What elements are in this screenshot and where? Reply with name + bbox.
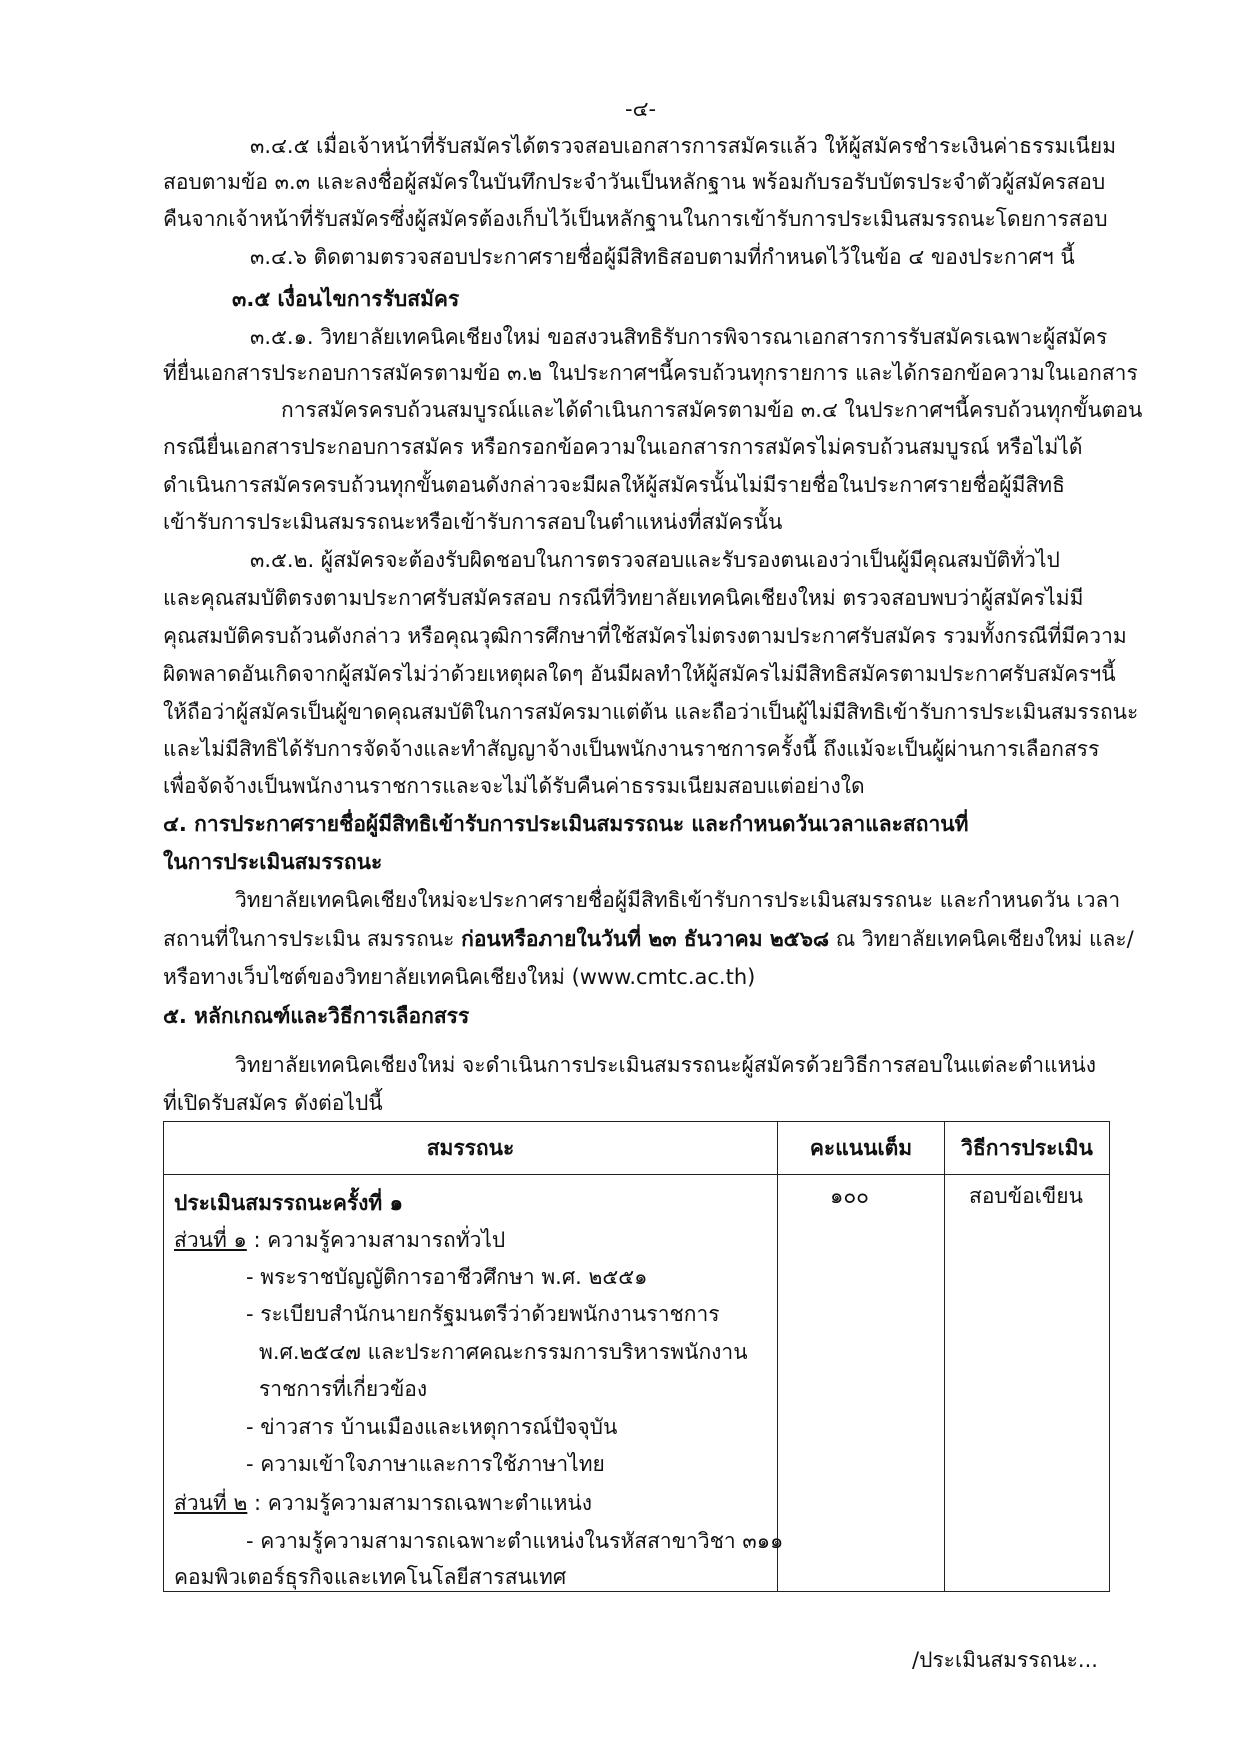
text-line: ที่เปิดรับสมัคร ดังต่อไปนี้ bbox=[163, 1091, 383, 1115]
text-line: ๓.๔.๖ ติดตามตรวจสอบประกาศรายชื่อผู้มีสิทธิสอบตามที่กำหนดไว้ในข้อ ๔ ของประกาศฯ นี้ bbox=[250, 245, 1075, 269]
text-line: ผิดพลาดอันเกิดจากผู้สมัครไม่ว่าด้วยเหตุผลใดๆ อันมีผลทำให้ผู้สมัครไม่มีสิทธิสมัครตามประกาศรับสมัครฯนี้ bbox=[163, 662, 1116, 686]
competency-table bbox=[163, 1121, 1110, 1592]
text-line: ๓.๔.๕ เมื่อเจ้าหน้าที่รับสมัครได้ตรวจสอบเอกสารการสมัครแล้ว ให้ผู้สมัครชำระเงินค่าธรรมเนียม bbox=[250, 134, 1117, 158]
topic-item: - ความเข้าใจภาษาและการใช้ภาษาไทย bbox=[246, 1452, 605, 1476]
text-line: เข้ารับการประเมินสมรรถนะหรือเข้ารับการสอบในตำแหน่งที่สมัครนั้น bbox=[163, 510, 783, 534]
text-line: วิทยาลัยเทคนิคเชียงใหม่ จะดำเนินการประเมินสมรรถนะผู้สมัครด้วยวิธีการสอบในแต่ละตำแหน่ง bbox=[235, 1053, 1097, 1077]
text-line: และคุณสมบัติตรงตามประกาศรับสมัครสอบ กรณีที่วิทยาลัยเทคนิคเชียงใหม่ ตรวจสอบพบว่าผู้สมัครไม่มี bbox=[163, 586, 1084, 610]
assessment-method: สอบข้อเขียน bbox=[969, 1184, 1083, 1208]
topic-item: พ.ศ.๒๕๔๗ และประกาศคณะกรรมการบริหารพนักงาน bbox=[259, 1340, 748, 1364]
topic-item: - พระราชบัญญัติการอาชีวศึกษา พ.ศ. ๒๕๕๑ bbox=[246, 1265, 648, 1289]
header-full-score: คะแนนเต็ม bbox=[778, 1122, 945, 1175]
part-2 bbox=[174, 1487, 592, 1519]
header-method: วิธีการประเมิน bbox=[945, 1122, 1110, 1175]
text-segment: ณ วิทยาลัยเทคนิคเชียงใหม่ และ/ bbox=[829, 927, 1134, 951]
text-line: การสมัครครบถ้วนสมบูรณ์และได้ดำเนินการสมัครตามข้อ ๓.๔ ในประกาศฯนี้ครบถ้วนทุกขั้นตอน bbox=[281, 398, 1143, 422]
topic-item: - ข่าวสาร บ้านเมืองและเหตุการณ์ปัจจุบัน bbox=[246, 1415, 618, 1439]
text-line: ที่ยื่นเอกสารประกอบการสมัครตามข้อ ๓.๒ ในประกาศฯนี้ครบถ้วนทุกรายการ และได้กรอกข้อความในเอกสาร bbox=[163, 361, 1138, 385]
full-score: ๑๐๐ bbox=[830, 1184, 869, 1208]
text-line: ดำเนินการสมัครครบถ้วนทุกขั้นตอนดังกล่าวจะมีผลให้ผู้สมัครนั้นไม่มีรายชื่อในประกาศรายชื่อผู้มีสิทธิ bbox=[163, 473, 1065, 497]
continuation-footer: /ประเมินสมรรถนะ... bbox=[912, 1648, 1098, 1672]
text-line: สอบตามข้อ ๓.๓ และลงชื่อผู้สมัครในบันทึกประจำวันเป็นหลักฐาน พร้อมกับรอรับบัตรประจำตัวผู้สมัครสอบ bbox=[163, 170, 1106, 194]
topic-item: คอมพิวเตอร์ธุรกิจและเทคโนโลยีสารสนเทศ bbox=[174, 1565, 567, 1589]
topic-item: - ความรู้ความสามารถเฉพาะตำแหน่งในรหัสสาขาวิชา ๓๑๑ bbox=[246, 1529, 784, 1553]
text-line: ๓.๕.๑. วิทยาลัยเทคนิคเชียงใหม่ ขอสงวนสิทธิรับการพิจารณาเอกสารการรับสมัครเฉพาะผู้สมัคร bbox=[250, 325, 1108, 349]
part-1 bbox=[174, 1224, 505, 1256]
section-heading: ในการประเมินสมรรถนะ bbox=[163, 850, 383, 874]
text-line: ให้ถือว่าผู้สมัครเป็นผู้ขาดคุณสมบัติในการสมัครมาแต่ต้น และถือว่าเป็นผู้ไม่มีสิทธิเข้ารับการประเมินสมรรถนะ bbox=[163, 700, 1139, 724]
topic-item: - ระเบียบสำนักนายกรัฐมนตรีว่าด้วยพนักงานราชการ bbox=[246, 1302, 720, 1326]
text-line: ๓.๕.๒. ผู้สมัครจะต้องรับผิดชอบในการตรวจสอบและรับรองตนเองว่าเป็นผู้มีคุณสมบัติทั่วไป bbox=[250, 548, 1060, 572]
text-segment: สถานที่ในการประเมิน สมรรถนะ bbox=[163, 927, 462, 951]
text-line: เพื่อจัดจ้างเป็นพนักงานราชการและจะไม่ได้รับคืนค่าธรรมเนียมสอบแต่อย่างใด bbox=[163, 774, 865, 798]
part-label: ส่วนที่ ๒ bbox=[174, 1491, 248, 1515]
part-label: ส่วนที่ ๑ bbox=[174, 1228, 247, 1252]
section-heading: ๔. การประกาศรายชื่อผู้มีสิทธิเข้ารับการประเมินสมรรถนะ และกำหนดวันเวลาและสถานที่ bbox=[163, 812, 969, 836]
text-line: และไม่มีสิทธิได้รับการจัดจ้างและทำสัญญาจ้างเป็นพนักงานราชการครั้งนี้ ถึงแม้จะเป็นผู้ผ่านการเลือกสรร bbox=[163, 737, 1100, 761]
section-heading: ๓.๕ เงื่อนไขการรับสมัคร bbox=[232, 287, 460, 311]
topic-item: ราชการที่เกี่ยวข้อง bbox=[259, 1377, 428, 1401]
assessment-round-title: ประเมินสมรรถนะครั้งที่ ๑ bbox=[174, 1191, 403, 1215]
part-text: : ความรู้ความสามารถเฉพาะตำแหน่ง bbox=[247, 1491, 593, 1515]
section-heading: ๕. หลักเกณฑ์และวิธีการเลือกสรร bbox=[163, 1004, 470, 1028]
text-line: หรือทางเว็บไซต์ของวิทยาลัยเทคนิคเชียงใหม่ (www.cmtc.ac.th) bbox=[163, 965, 756, 989]
text-line: กรณียื่นเอกสารประกอบการสมัคร หรือกรอกข้อความในเอกสารการสมัครไม่ครบถ้วนสมบูรณ์ หรือไม่ได้ bbox=[163, 435, 1083, 459]
part-text: : ความรู้ความสามารถทั่วไป bbox=[246, 1228, 506, 1252]
text-line: คุณสมบัติครบถ้วนดังกล่าว หรือคุณวุฒิการศึกษาที่ใช้สมัครไม่ตรงตามประกาศรับสมัคร รวมทั้งกรณีที่มีความ bbox=[163, 624, 1127, 648]
page-number: -๔- bbox=[625, 97, 657, 121]
header-competency: สมรรถนะ bbox=[164, 1122, 778, 1175]
text-line: คืนจากเจ้าหน้าที่รับสมัครซึ่งผู้สมัครต้องเก็บไว้เป็นหลักฐานในการเข้ารับการประเมินสมรรถนะโดยการสอบ bbox=[163, 207, 1108, 231]
deadline-date: ก่อนหรือภายในวันที่ ๒๓ ธันวาคม ๒๕๖๘ bbox=[461, 927, 830, 951]
text-line: วิทยาลัยเทคนิคเชียงใหม่จะประกาศรายชื่อผู้มีสิทธิเข้ารับการประเมินสมรรถนะ และกำหนดวัน เวลา bbox=[235, 888, 1121, 912]
date-line bbox=[163, 923, 1134, 955]
